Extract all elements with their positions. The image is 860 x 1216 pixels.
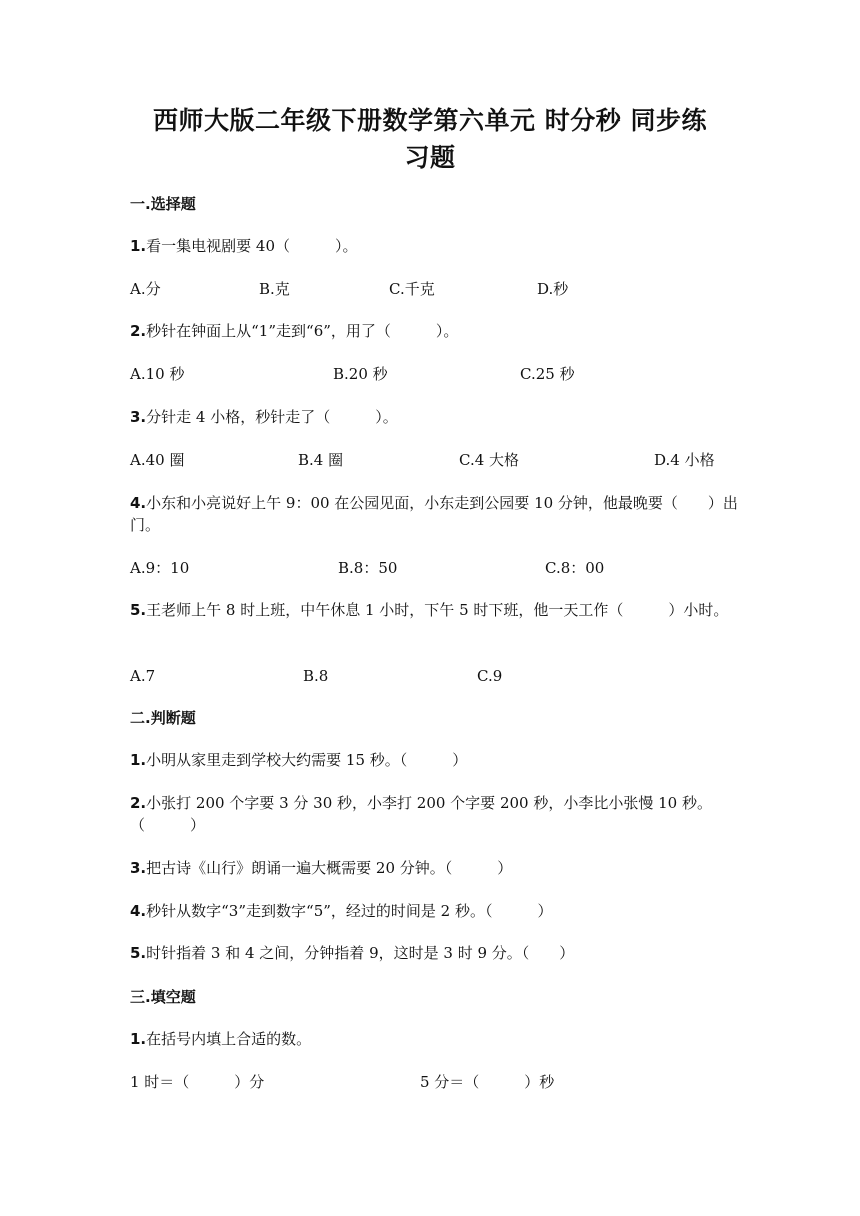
question-1-4: [130, 492, 740, 536]
question-text: 秒针在钟面上从“1”走到“6”，用了（ ）。: [146, 322, 459, 340]
question-text: 在括号内填上合适的数。: [146, 1030, 312, 1048]
question-2-1: [130, 749, 740, 771]
option-b: B.8：50: [338, 559, 398, 577]
question-text: 分针走 4 小格，秒针走了（ ）。: [146, 408, 398, 426]
option-a: A.10 秒: [130, 365, 185, 383]
question-1-2: [130, 320, 740, 342]
question-2-4: [130, 900, 740, 922]
question-2-3: [130, 857, 740, 879]
question-text: 王老师上午 8 时上班，中午休息 1 小时，下午 5 时下班，他一天工作（ ）小时。: [146, 601, 729, 619]
fill-item-2: 5 分＝（ ）秒: [420, 1073, 555, 1091]
question-number: 4.: [130, 902, 147, 920]
title-line-1: 西师大版二年级下册数学第六单元 时分秒 同步练: [153, 106, 707, 135]
question-text: 时针指着 3 和 4 之间，分钟指着 9，这时是 3 时 9 分。（ ）: [146, 944, 575, 962]
option-c: C.千克: [389, 280, 435, 298]
title-line-2: 习题: [404, 143, 456, 172]
question-1-5: [130, 599, 740, 621]
question-number: 1.: [130, 237, 147, 255]
option-a: A.分: [130, 280, 161, 298]
option-a: A.40 圈: [130, 451, 185, 469]
option-c: C.9: [477, 667, 503, 685]
question-number: 5.: [130, 601, 147, 619]
question-text: 把古诗《山行》朗诵一遍大概需要 20 分钟。（ ）: [146, 859, 513, 877]
question-1-3: [130, 406, 740, 428]
option-c: C.4 大格: [459, 451, 520, 469]
option-a: A.7: [130, 667, 156, 685]
question-text: 小东和小亮说好上午 9：00 在公园见面，小东走到公园要 10 分钟，他最晚要（ ）出门。: [130, 494, 738, 534]
question-number: 1.: [130, 751, 147, 769]
question-text: 小明从家里走到学校大约需要 15 秒。（ ）: [146, 751, 468, 769]
question-3-1: [130, 1028, 740, 1050]
question-text: 秒针从数字“3”走到数字“5”，经过的时间是 2 秒。（ ）: [146, 902, 553, 920]
question-text: 看一集电视剧要 40（ ）。: [146, 237, 358, 255]
question-number: 2.: [130, 794, 147, 812]
question-number: 3.: [130, 408, 147, 426]
option-c: C.8：00: [545, 559, 605, 577]
question-number: 4.: [130, 494, 147, 512]
option-c: C.25 秒: [520, 365, 575, 383]
option-a: A.9：10: [130, 559, 190, 577]
section-heading-choice: 一.选择题: [130, 195, 196, 213]
page-title: [130, 102, 730, 176]
option-b: B.4 圈: [298, 451, 344, 469]
section-heading-fill: 三.填空题: [130, 988, 196, 1006]
question-number: 5.: [130, 944, 147, 962]
fill-item-1: 1 时＝（ ）分: [130, 1073, 265, 1091]
section-heading-judgement: 二.判断题: [130, 709, 196, 727]
option-b: B.克: [259, 280, 290, 298]
question-number: 1.: [130, 1030, 147, 1048]
question-1-1: [130, 235, 740, 257]
option-d: D.4 小格: [654, 451, 715, 469]
option-b: B.20 秒: [333, 365, 388, 383]
question-number: 3.: [130, 859, 147, 877]
option-b: B.8: [303, 667, 329, 685]
question-number: 2.: [130, 322, 147, 340]
question-2-2: [130, 792, 740, 836]
question-2-5: [130, 942, 740, 964]
question-text: 小张打 200 个字要 3 分 30 秒，小李打 200 个字要 200 秒，小李比小张慢 10 秒。（ ）: [130, 794, 712, 834]
option-d: D.秒: [537, 280, 569, 298]
